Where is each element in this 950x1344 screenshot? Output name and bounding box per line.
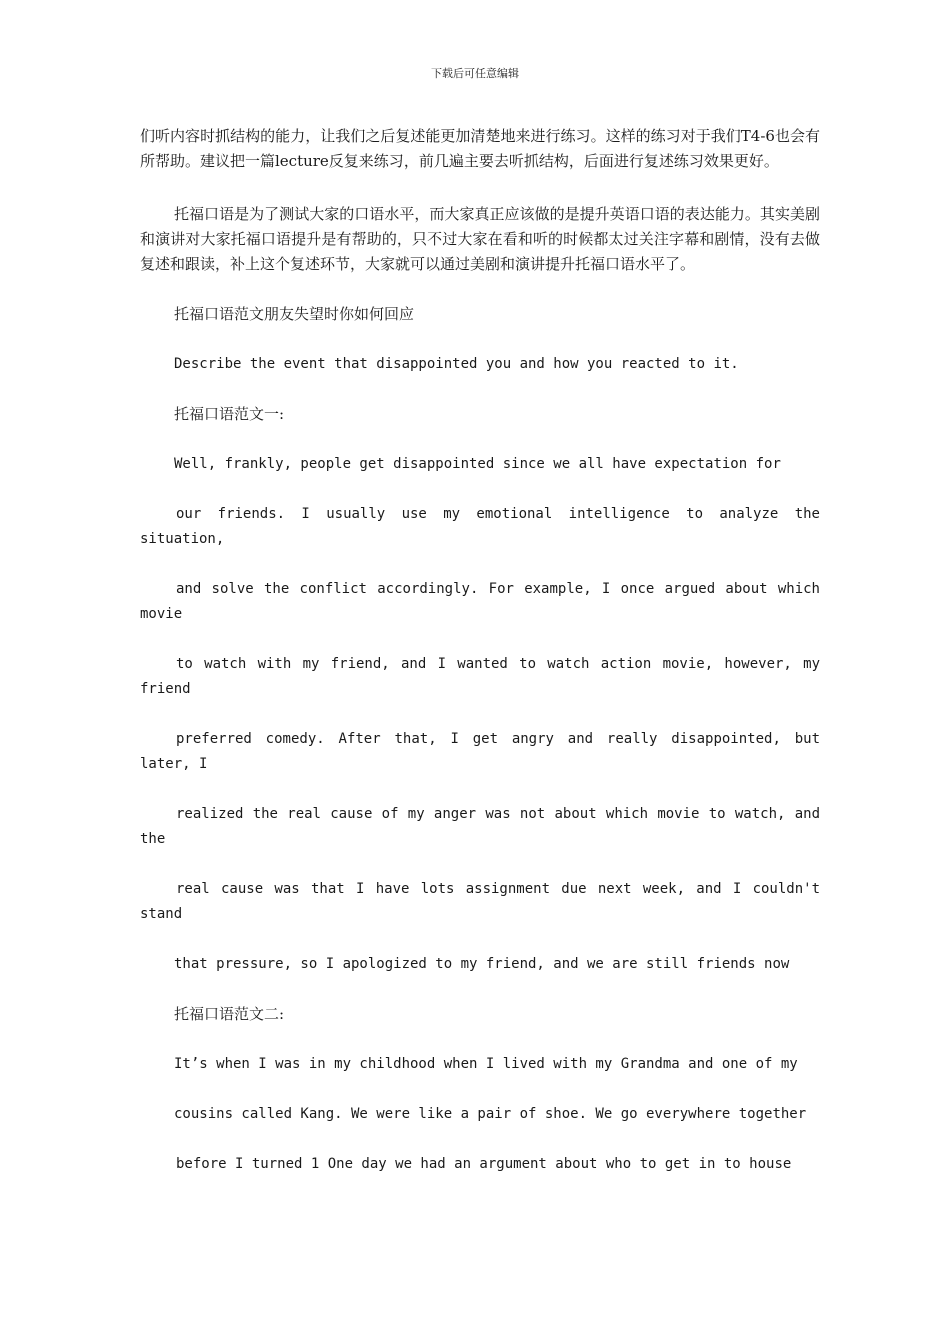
section-title: 托福口语范文朋友失望时你如何回应 <box>174 305 415 323</box>
sample-one-label: 托福口语范文一: <box>174 405 285 423</box>
sample-one-line-2: our friends. I usually use my emotional intelligence to analyze the situation, <box>140 506 820 547</box>
sample-one-line-8: that pressure, so I apologized to my friend, and we are still friends now <box>174 956 790 972</box>
sample-one-line-1: Well, frankly, people get disappointed since we all have expectation for <box>174 456 781 472</box>
sample-two-line-2: cousins called Kang. We were like a pair of shoe. We go everywhere together <box>174 1106 807 1122</box>
question-prompt: Describe the event that disappointed you and how you reacted to it. <box>174 356 739 372</box>
sample-one-line-4: to watch with my friend, and I wanted to watch action movie, however, my friend <box>140 656 820 697</box>
page-header: 下载后可任意编辑 <box>431 67 519 80</box>
paragraph-summary: 托福口语是为了测试大家的口语水平，而大家真正应该做的是提升英语口语的表达能力。其实美剧和演讲对大家托福口语提升是有帮助的，只不过大家在看和听的时候都太过关注字幕和剧情，没有去做复述和跟读，补上这个复述环节，大家就可以通过美剧和演讲提升托福口语水平了。 <box>140 205 820 273</box>
sample-one-line-7: real cause was that I have lots assignment due next week, and I couldn't stand <box>140 881 820 922</box>
sample-two-line-1: It’s when I was in my childhood when I lived with my Grandma and one of my <box>174 1056 798 1072</box>
document-body <box>140 124 820 1177</box>
sample-two-label: 托福口语范文二: <box>174 1005 285 1023</box>
paragraph-intro: 们听内容时抓结构的能力，让我们之后复述能更加清楚地来进行练习。这样的练习对于我们T4-6也会有所帮助。建议把一篇lecture反复来练习，前几遍主要去听抓结构，后面进行复述练习效果更好。 <box>140 127 820 170</box>
sample-one-line-6: realized the real cause of my anger was not about which movie to watch, and the <box>140 806 820 847</box>
sample-one-line-5: preferred comedy. After that, I get angry and really disappointed, but later, I <box>140 731 820 772</box>
sample-one-line-3: and solve the conflict accordingly. For example, I once argued about which movie <box>140 581 820 622</box>
sample-two-line-3: before I turned 1 One day we had an argument about who to get in to house <box>176 1156 792 1172</box>
